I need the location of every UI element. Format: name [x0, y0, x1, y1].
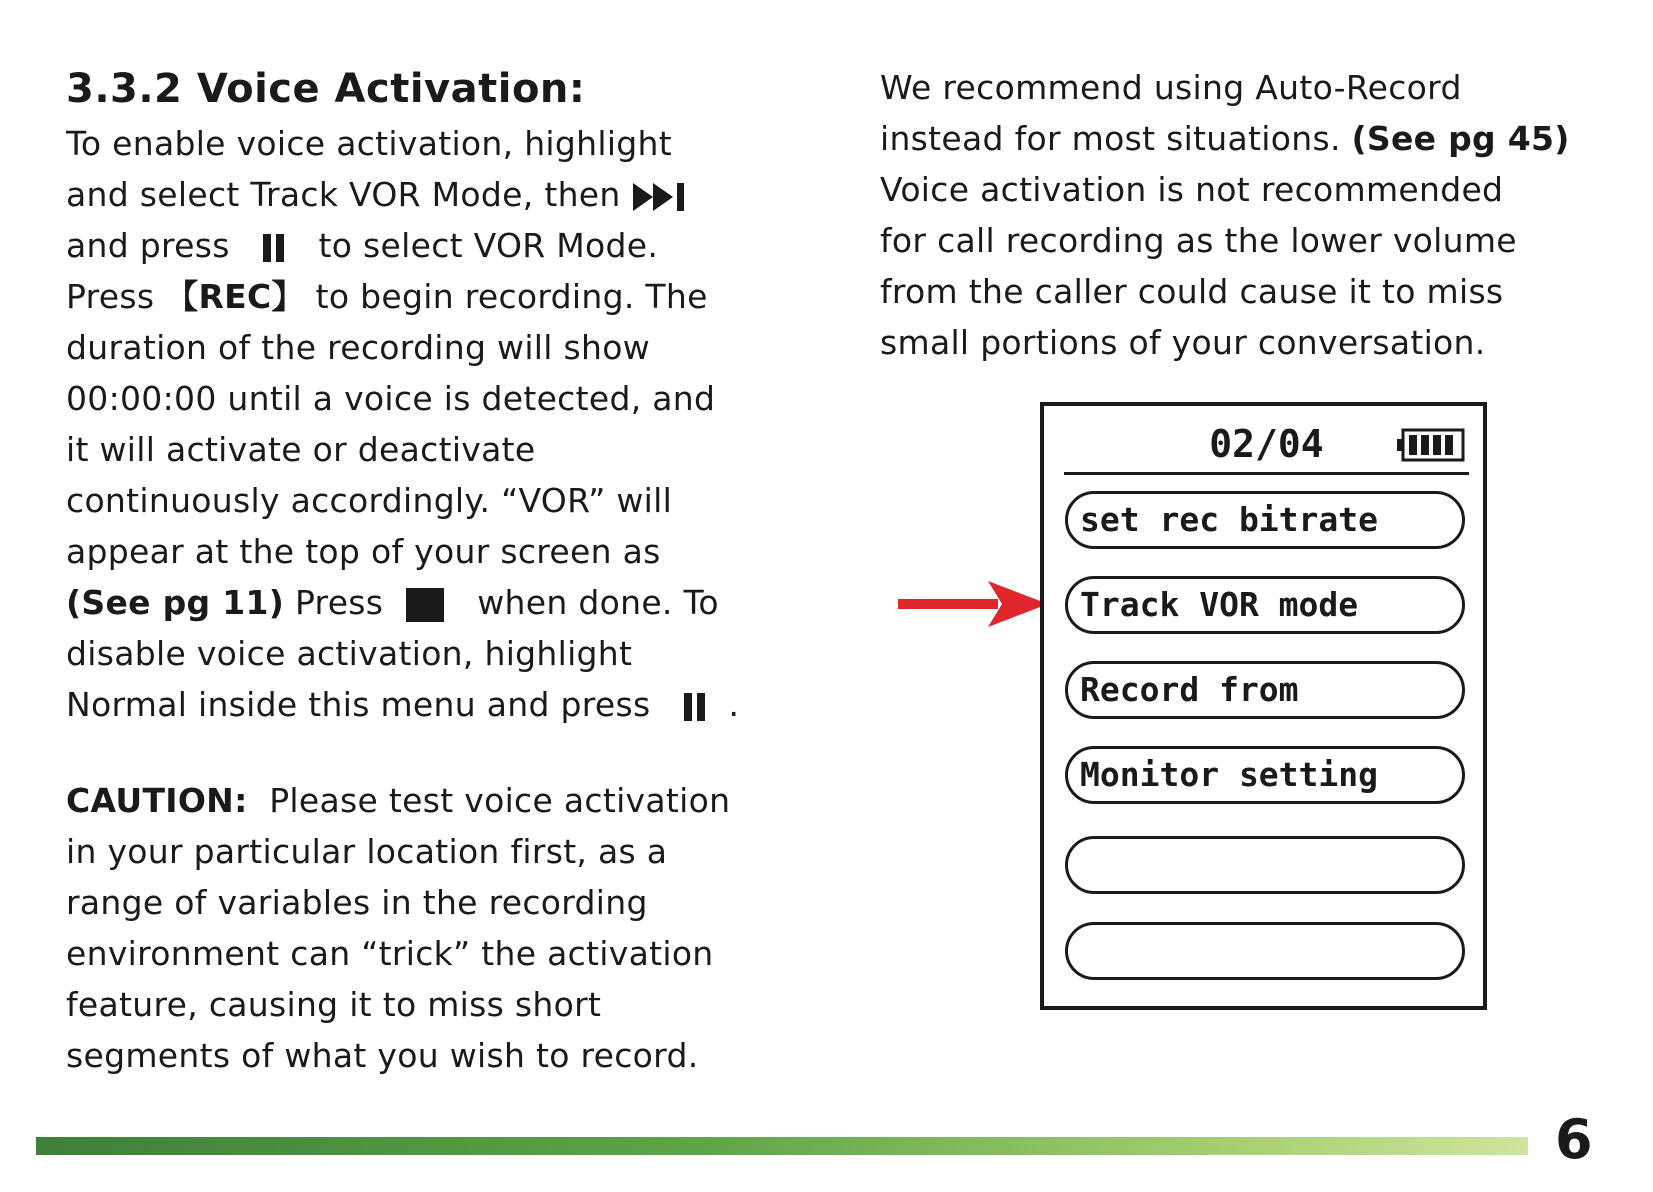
text-line: CAUTION: Please test voice activation	[66, 781, 731, 820]
page-reference: (See pg 45)	[1351, 119, 1570, 158]
right-column	[880, 62, 1600, 368]
page-reference: (See pg 11)	[66, 583, 285, 622]
device-screen	[1040, 402, 1487, 1010]
voice-activation-paragraph	[66, 118, 786, 730]
page-number: 6	[1555, 1108, 1593, 1171]
left-column	[66, 62, 786, 1081]
text-line: To enable voice activation, highlight	[66, 124, 673, 163]
text-line: We recommend using Auto-Record	[880, 68, 1462, 107]
menu-item-set-rec-bitrate[interactable]: set rec bitrate	[1065, 491, 1465, 549]
caution-label: CAUTION:	[66, 781, 248, 820]
footer-gradient-bar	[36, 1137, 1528, 1155]
battery-icon	[1395, 428, 1465, 466]
text-line: and select Track VOR Mode, then	[66, 169, 786, 220]
text-line: in your particular location first, as a	[66, 832, 668, 871]
text-line: continuously accordingly. “VOR” will	[66, 481, 673, 520]
text-line: duration of the recording will show	[66, 328, 651, 367]
menu-item-record-from[interactable]: Record from	[1065, 661, 1465, 719]
rec-key-label: 【REC】	[165, 277, 305, 316]
text-line: 00:00:00 until a voice is detected, and	[66, 379, 716, 418]
text-line: Press 【REC】 to begin recording. The	[66, 277, 708, 316]
pointer-arrow-icon	[898, 579, 1048, 633]
text-line: range of variables in the recording	[66, 883, 648, 922]
text-line: environment can “trick” the activation	[66, 934, 714, 973]
recommendation-paragraph	[880, 62, 1600, 368]
text-line: disable voice activation, highlight	[66, 634, 633, 673]
menu-item-empty[interactable]	[1065, 836, 1465, 894]
stop-icon	[405, 586, 445, 624]
text-line: from the caller could cause it to miss	[880, 272, 1504, 311]
skip-forward-icon	[631, 181, 689, 213]
pause-icon	[683, 691, 707, 723]
text-line: for call recording as the lower volume	[880, 221, 1517, 260]
section-heading: 3.3.2 Voice Activation:	[66, 66, 586, 112]
menu-item-monitor-setting[interactable]: Monitor setting	[1065, 746, 1465, 804]
text-line: Normal inside this menu and press .	[66, 685, 740, 724]
pause-icon	[262, 232, 286, 264]
track-counter: 02/04	[1209, 422, 1324, 466]
text-line: small portions of your conversation.	[880, 323, 1486, 362]
text-line: feature, causing it to miss short	[66, 985, 602, 1024]
text-line: appear at the top of your screen as	[66, 532, 661, 571]
text-line: (See pg 11) Press when done. To	[66, 583, 719, 622]
menu-item-empty[interactable]	[1065, 922, 1465, 980]
text-line: Voice activation is not recommended	[880, 170, 1504, 209]
device-header	[1064, 416, 1469, 475]
caution-paragraph	[66, 775, 786, 1081]
text-line: it will activate or deactivate	[66, 430, 536, 469]
text-line: and press to select VOR Mode.	[66, 226, 659, 265]
menu-item-track-vor-mode[interactable]: Track VOR mode	[1065, 576, 1465, 634]
text-line: segments of what you wish to record.	[66, 1036, 699, 1075]
text-line: instead for most situations. (See pg 45)	[880, 119, 1570, 158]
